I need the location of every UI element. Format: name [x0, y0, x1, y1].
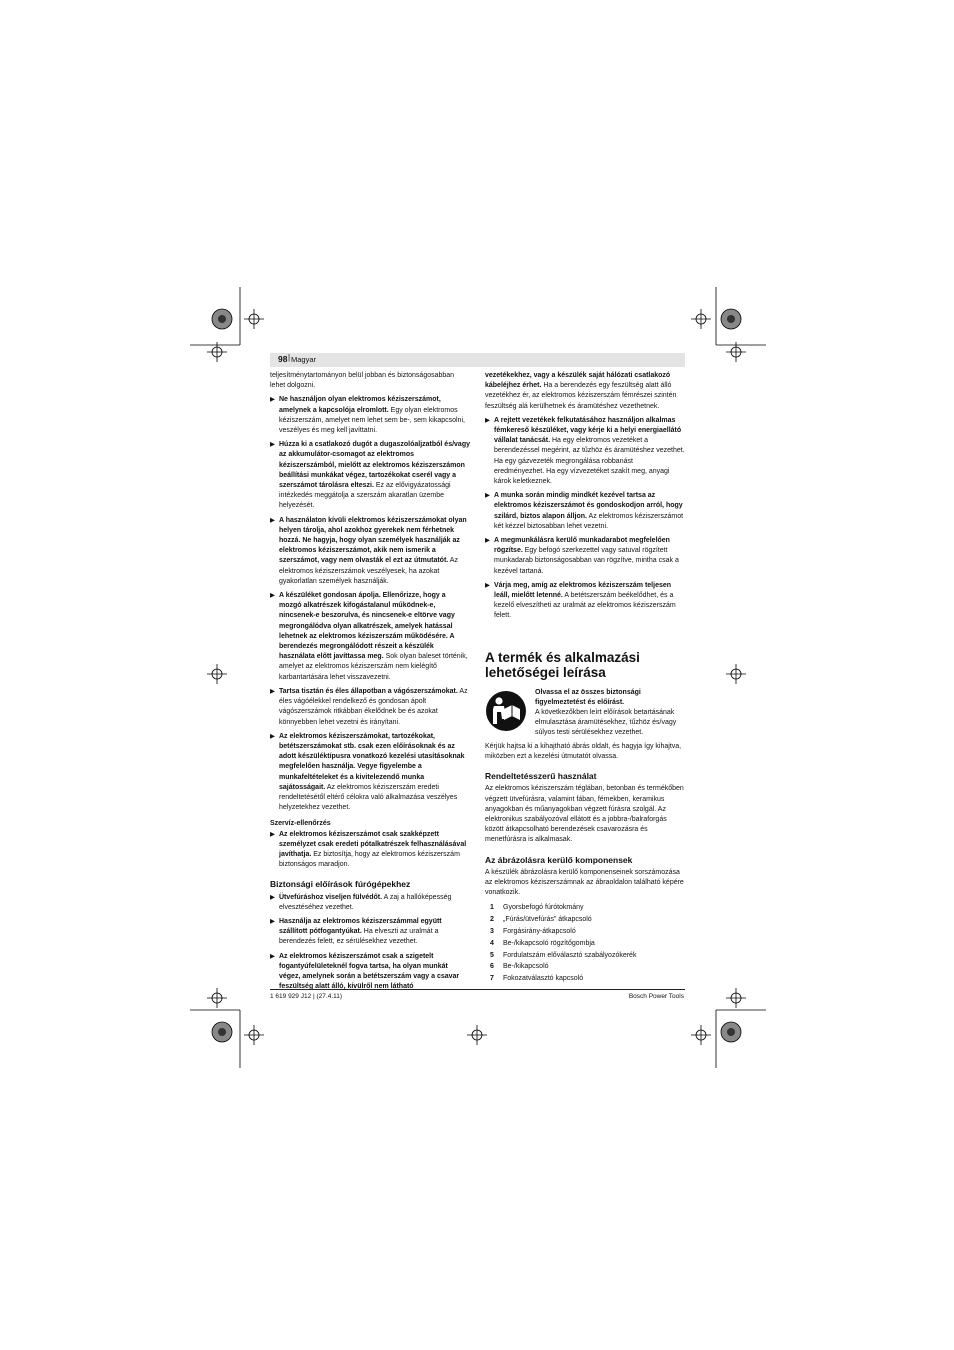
service-heading: Szervíz-ellenőrzés — [270, 820, 331, 828]
bullet-item: ▶ Az elektromos kéziszerszámot csak a szigetelt fogantyúfelületeknél fogva tartsa, ha olyan munkát végez, amelynek során a betétszerszám vagy a csavar feszültség alatt álló, kívülről nem látható — [270, 952, 460, 991]
intro-line: teljesítménytartományon belül jobban és biztonságosabban lehet dolgozni. — [270, 372, 455, 390]
bullet-arrow-icon: ▶ — [485, 581, 490, 589]
continuation-paragraph: vezetékekhez, vagy a készülék saját hálózati csatlakozó kábeléjhez érhet. Ha a berendezés egy feszültség alatt álló vezetékhez ér, az elektromos kéziszerszám fémrészei szintén feszültség alá kerülhetnek és áramütéshez vezethetnek. — [485, 372, 677, 410]
intended-use-text: Az elektromos kéziszerszám téglában, betonban és termékőben végzett ütvefúrásra, valamint fában, fémekben, keramikus anyagokban és műanyagokban végzett fúrásra szolgál. Az elektronikus szabályozóval ellátott és a jobbra-/balraforgás között átkapcsolható berendezések csavarozásra és menetfúrásra is alkalmasak. — [485, 785, 684, 844]
foldout-note: Kérjük hajtsa ki a kihajtható ábrás oldalt, és hagyja így kihajtva, miközben ezt a kezelési útmutatót olvassa. — [485, 742, 682, 760]
bullet-arrow-icon: ▶ — [270, 516, 275, 524]
right-column — [485, 371, 685, 985]
warning-text: A következőkben leírt előírások betartásának elmulasztása áramütésekhez, tűzhöz és/vagy súlyos testi sérülésekhez vezethet. — [535, 709, 677, 737]
bullet-item: ▶ Az elektromos kéziszerszámokat, tartozékokat, betétszerszámokat stb. csak ezen előírásoknak és az adott készüléktípusra vonatkozó kezelési utasításoknak megfelelően használja. Vegye figyelembe a munkafeltételeket és a kivitelezendő munka sajátosságait. Az elektromos kéziszerszám eredeti rendeltetésétől eltérő célokra való alkalmazása veszélyes helyzetekhez vezethet. — [270, 732, 465, 812]
bullet-item: ▶ A megmunkálásra kerülő munkadarabot megfelelően rögzítse. Egy befogó szerkezettel vagy satuval rögzített munkadarab biztonságosabban van rögzítve, mintha csak a kezével tartaná. — [485, 537, 679, 575]
page-number: 98 — [278, 354, 288, 364]
page-header — [270, 353, 685, 367]
bullet-item: ▶ A készüléket gondosan ápolja. Ellenőrizze, hogy a mozgó alkatrészek kifogástalanul működnek-e, nincsenek-e beszorulva, és nincsenek-e eltörve vagy megrongálódva olyan alkatrészek, amelyek hatással lehetnek az elektromos kéziszerszám működésére. A berendezés megrongálódott részeit a készülék használata előtt javíttassa meg. Sok olyan baleset történik, amelyet az elektromos kéziszerszám nem kielégítő karbantartására lehet visszavezetni. — [270, 592, 468, 681]
bullet-arrow-icon: ▶ — [485, 492, 490, 500]
bullet-item: ▶ Tartsa tisztán és éles állapotban a vágószerszámokat. Az éles vágóélekkel rendelkező és gondosan ápolt vágószerszámok ritkábban ékelődnek be és azokat könnyebben lehet vezetni és irányítani. — [270, 687, 468, 726]
bullet-item: ▶ Az elektromos kéziszerszámot csak szakképzett személyzet csak eredeti pótalkatrészek felhasználásával javíthatja. Ez biztosítja, hogy az elektromos kéziszerszám biztonságos maradjon. — [270, 830, 467, 869]
left-column — [270, 371, 470, 996]
intended-use-heading: Rendeltetésszerű használat — [485, 771, 597, 782]
warning-bold: Olvassa el az összes biztonsági figyelmeztetést és előírást. — [535, 688, 641, 706]
bullet-arrow-icon: ▶ — [270, 441, 275, 449]
bullet-arrow-icon: ▶ — [270, 592, 275, 600]
bullet-arrow-icon: ▶ — [485, 537, 490, 545]
components-heading: Az ábrázolásra kerülő komponensek — [485, 854, 633, 865]
bullet-item: ▶ A rejtett vezetékek felkutatásához használjon alkalmas fémkereső készüléket, vagy kérje ki a helyi energiaellátó vállalat tanácsát. Ha egy elektromos vezetéket a berendezéssel megérint, az tűzhöz és áramütéshez vezethet. Ha egy gázvezeték megrongálása robbanást eredményezhet. Ha egy vízvezetéket szakít meg, anyagi károk keletkeznek. — [485, 416, 685, 486]
bullet-item: ▶ Használja az elektromos kéziszerszámmal együtt szállított pótfogantyúkat. Ha elveszti az uralmát a berendezés felett, ez sérülésekhez vezethet. — [270, 917, 442, 946]
component-item: 1 Gyorsbefogó fúrótokmány — [490, 904, 584, 912]
component-item: 7 Fokozatválasztó kapcsoló — [490, 975, 584, 983]
bullet-item: ▶ Ütvefúráshoz viseljen fülvédőt. A zaj a hallóképesség elvesztéséhez vezethet. — [270, 893, 452, 911]
footer-left: 1 619 929 J12 | (27.4.11) — [270, 993, 343, 1000]
component-item: 5 Fordulatszám előválasztó szabályozókerék — [490, 951, 637, 959]
bullet-item: ▶ A használaton kívüli elektromos kéziszerszámokat olyan helyen tárolja, ahol azokhoz gyerekek nem férhetnek hozzá. Ne hagyja, hogy olyan személyek használják az elektromos kéziszerszámot, akik nem ismerik a szerszámot, vagy nem olvasták el ezt az útmutatót. Az elektromos kéziszerszámok veszélyesek, ha azokat gyakorlatlan személyek használják. — [270, 516, 467, 585]
read-manual-icon — [485, 690, 527, 732]
components-intro: A készülék ábrázolásra kerülő komponenseinek sorszámozása az elektromos kéziszerszámnak az ábraoldalon található képére vonatkozik. — [485, 868, 684, 897]
bullet-arrow-icon: ▶ — [270, 893, 275, 901]
bullet-item: ▶ Húzza ki a csatlakozó dugót a dugaszolóaljzatból és/vagy az akkumulátor-csomagot az elektromos kéziszerszámból, mielőtt az elektromos kéziszerszámon beállítási munkákat végez, tartozékokat cserél vagy a szerszámot tárolásra elteszi. Ez az elővigyázatossági intézkedés meggátolja a szerszám akaratlan üzembe helyezését. — [270, 441, 470, 510]
bullet-item: ▶ Ne használjon olyan elektromos kéziszerszámot, amelynek a kapcsolója elromlott. Egy olyan elektromos kéziszerszám, amelyet nem lehet sem be-, sem kikapcsolni, veszélyes és meg kell javíttatni. — [270, 396, 465, 435]
component-item: 6 Be-/kikapcsoló — [490, 963, 549, 971]
bullet-arrow-icon: ▶ — [270, 732, 275, 740]
drill-safety-heading: Biztonsági előírások fúrógépekhez — [270, 879, 411, 890]
header-separator: | — [288, 353, 291, 362]
footer-right: Bosch Power Tools — [628, 993, 684, 1000]
bullet-arrow-icon: ▶ — [270, 687, 275, 695]
section-title: A termék és alkalmazási lehetőségei leírása — [485, 649, 640, 680]
bullet-arrow-icon: ▶ — [485, 416, 490, 424]
component-item: 2 „Fúrás/ütvefúrás” átkapcsoló — [490, 916, 592, 924]
component-item: 3 Forgásirány-átkapcsoló — [490, 927, 576, 935]
bullet-arrow-icon: ▶ — [270, 952, 275, 960]
bullet-item: ▶ Várja meg, amíg az elektromos kéziszerszám teljesen leáll, mielőtt letenné. A betétszerszám beékelődhet, és a kezelő elveszítheti az uralmát az elektromos kéziszerszám felett. — [485, 581, 676, 620]
safety-warning-block — [485, 688, 685, 739]
header-language: Magyar — [291, 354, 317, 364]
bullet-item: ▶ A munka során mindig mindkét kezével tartsa az elektromos kéziszerszámot és gondoskodjon arról, hogy szilárd, biztos alapon álljon. Az elektromos kéziszerszámot két kézzel biztosabban lehet vezetni. — [485, 492, 684, 530]
bullet-arrow-icon: ▶ — [270, 396, 275, 404]
bullet-arrow-icon: ▶ — [270, 917, 275, 925]
component-item: 4 Be-/kikapcsoló rögzítőgombja — [490, 939, 595, 947]
bullet-arrow-icon: ▶ — [270, 830, 275, 838]
footer-rule — [270, 989, 685, 990]
